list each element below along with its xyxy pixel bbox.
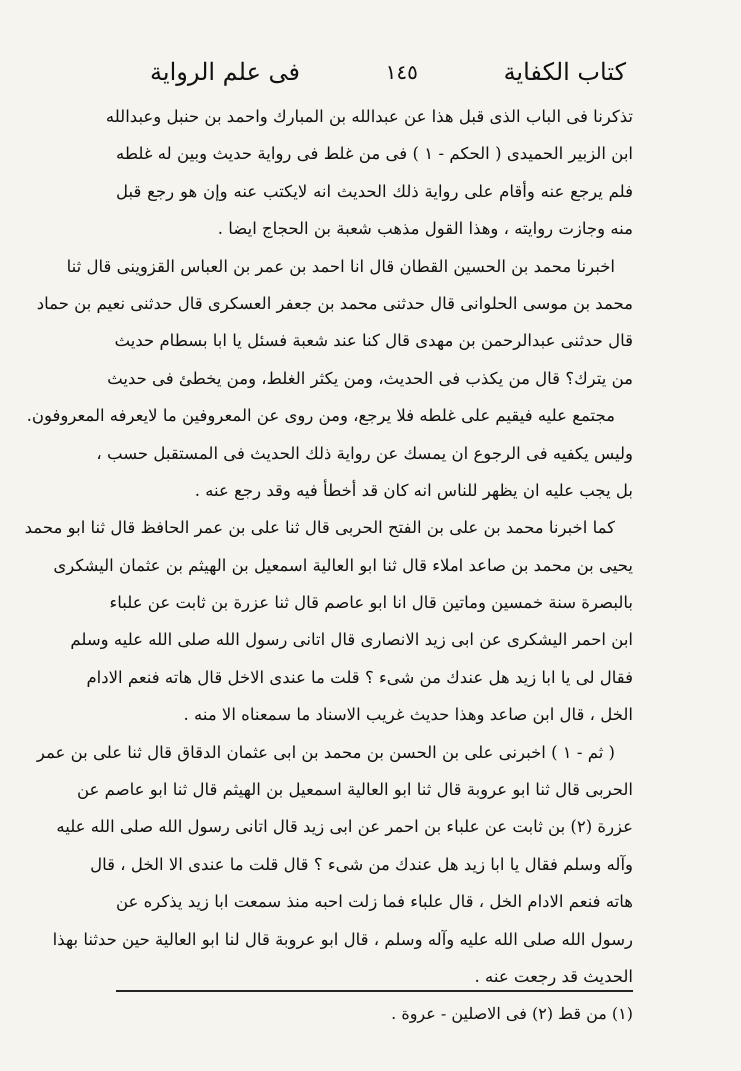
text-line: الحديث قد رجعت عنه . [474, 966, 633, 986]
text-line: بل يجب عليه ان يظهر للناس انه كان قد أخطأ فيه وقد رجع عنه . [194, 480, 633, 500]
page-header [150, 52, 626, 92]
page-number: ١٤٥ [385, 60, 418, 84]
text-line: اخبرنا محمد بن الحسين القطان قال انا احمد بن عمر بن العباس القزوينى قال ثنا [66, 256, 615, 276]
text-line: ابن احمر اليشكرى عن ابى زيد الانصارى قال اتانى رسول الله صلى الله عليه وسلم [70, 630, 633, 650]
text-line: ( ثم - ١ ) اخبرنى على بن الحسن بن محمد بن ابى عثمان الدقاق قال ثنا على بن عمر [36, 742, 615, 762]
text-line: الحربى قال ثنا ابو عروبة قال ثنا ابو العالية اسمعيل بن الهيثم قال ثنا ابو عاصم عن [76, 780, 633, 800]
text-line: من يترك؟ قال من يكذب فى الحديث، ومن يكثر الغلط، ومن يخطئ فى حديث [107, 368, 633, 388]
main-text [24, 98, 633, 995]
text-line: محمد بن موسى الحلوانى قال حدثنى محمد بن جعفر العسكرى قال حدثنى نعيم بن حماد [36, 293, 633, 313]
footnote: (١) من قط (٢) فى الاصلين - عروة . [391, 1004, 633, 1023]
text-line: عزرة (٢) بن ثابت عن علباء بن احمر عن ابى زيد قال اتانى رسول الله صلى الله عليه [56, 817, 633, 837]
text-line: مجتمع عليه فيقيم على غلطه فلا يرجع، ومن روى عن المعروفين ما لايعرفه المعروفون. [26, 406, 615, 426]
text-line: كما اخبرنا محمد بن على بن الفتح الحربى قال ثنا على بن عمر الحافظ قال ثنا ابو محمد [24, 518, 615, 538]
text-line: وليس يكفيه فى الرجوع ان يمسك عن رواية ذلك الحديث فى المستقبل حسب ، [96, 443, 633, 463]
text-line: فقال لى يا ابا زيد هل عندك من شىء ؟ قلت ما عندى الاخل قال هاته فنعم الادام [86, 667, 633, 687]
text-line: وآله وسلم فقال يا ابا زيد هل عندك من شىء ؟ قال قلت ما عندى الا الخل ، قال [90, 854, 633, 874]
text-line: يحيى بن محمد بن صاعد املاء قال ثنا ابو العالية اسمعيل بن الهيثم بن عثمان اليشكرى [53, 555, 633, 575]
text-line: رسول الله صلى الله عليه وآله وسلم ، قال ابو عروبة قال لنا ابو العالية حين حدثنا بهذا [52, 929, 633, 949]
text-line: بالبصرة سنة خمسين وماتين قال انا ابو عاصم قال ثنا عزرة بن ثابت عن علباء [109, 593, 633, 613]
book-title: كتاب الكفاية [503, 58, 626, 86]
text-line: الخل ، قال ابن صاعد وهذا حديث غريب الاسناد ما سمعناه الا منه . [183, 705, 633, 725]
subject-title: فى علم الرواية [150, 58, 301, 86]
text-line: هاته فنعم الادام الخل ، قال علباء فما زلت احبه منذ سمعت ابا زيد يذكره عن [116, 892, 633, 912]
text-line: تذكرنا فى الباب الذى قبل هذا عن عبدالله بن المبارك واحمد بن حنبل وعبدالله [105, 107, 633, 126]
text-line: قال حدثنى عبدالرحمن بن مهدى قال كنا عند شعبة فسئل يا ابا بسطام حديث [114, 331, 633, 351]
text-line: منه وجازت روايته ، وهذا القول مذهب شعبة بن الحجاج ايضا . [217, 219, 633, 239]
text-line: فلم يرجع عنه وأقام على رواية ذلك الحديث انه لايكتب عنه وإن هو رجع قبل [116, 181, 633, 201]
text-line: ابن الزبير الحميدى ( الحكم - ١ ) فى من غلط فى رواية حديث وبين له غلطه [116, 144, 633, 164]
footnote-divider [116, 990, 633, 992]
